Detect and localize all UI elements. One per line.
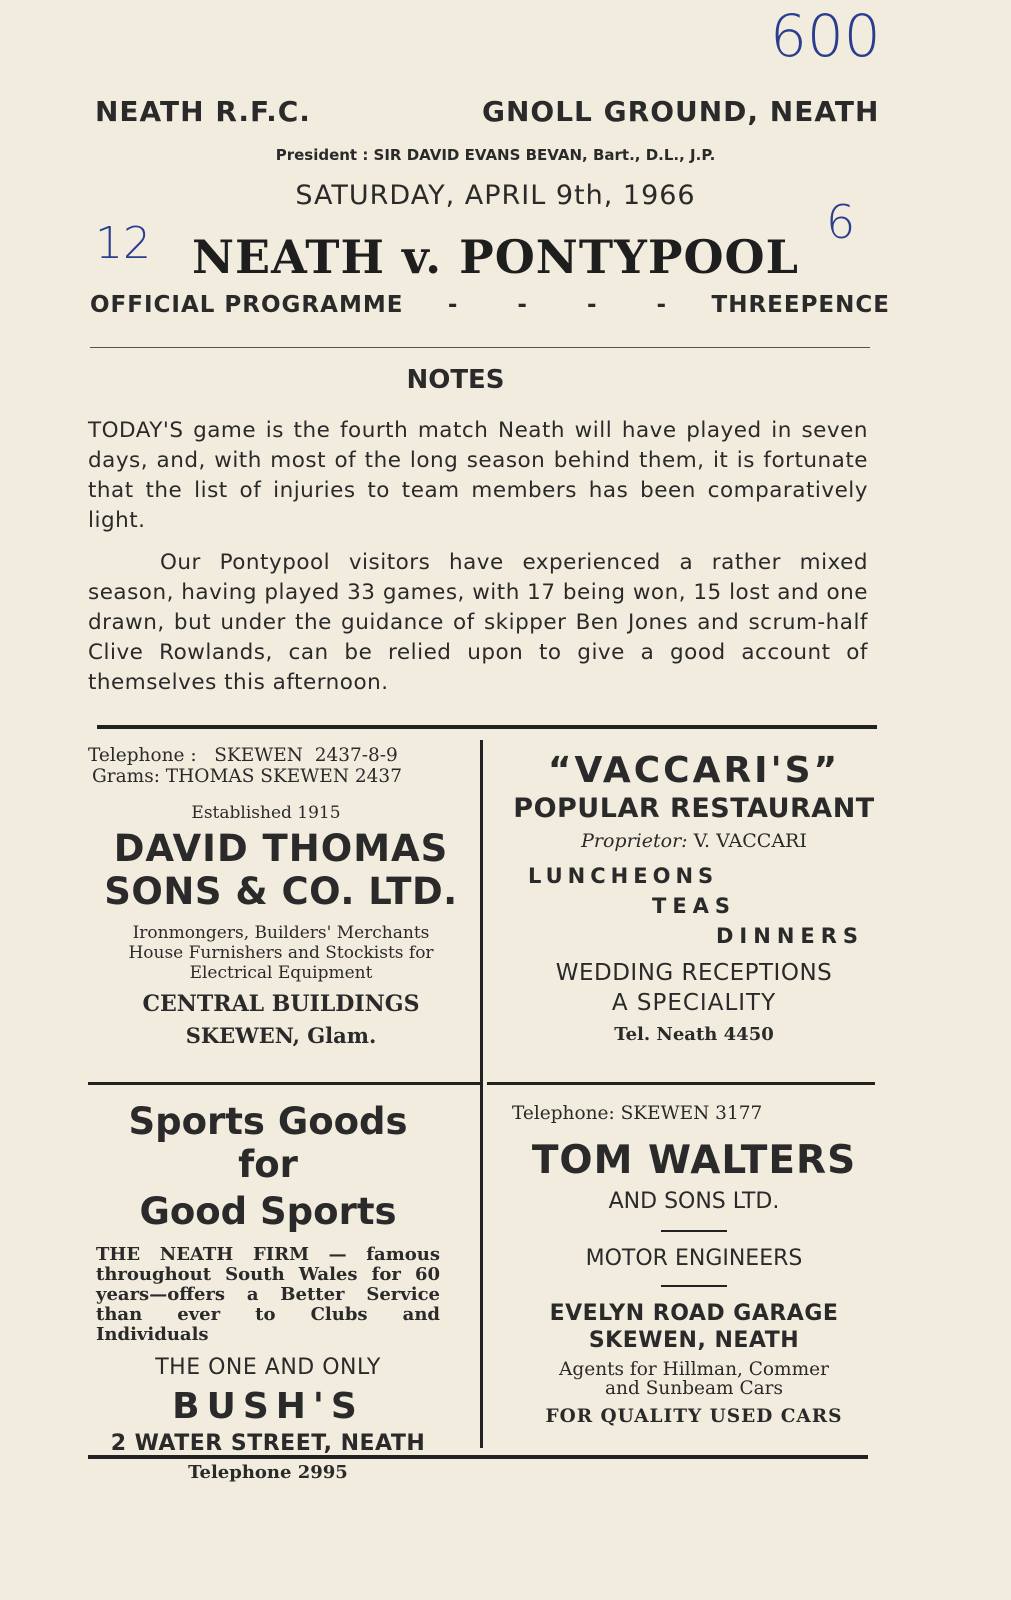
- vaccari-wedding-2: A SPECIALITY: [611, 990, 777, 1016]
- walters-telephone: Telephone: SKEWEN 3177: [512, 1103, 763, 1124]
- walters-garage-1: EVELYN ROAD GARAGE: [549, 1301, 839, 1326]
- programme-dashes: - - - -: [447, 292, 668, 318]
- bush-headline-1: Sports Goods for: [128, 1100, 408, 1186]
- president-line: President : SIR DAVID EVANS BEVAN, Bart., D.L., J.P.: [275, 146, 716, 164]
- walters-name: TOM WALTERS: [531, 1138, 857, 1183]
- vaccari-name: “VACCARI'S”: [547, 750, 841, 791]
- club-name: NEATH R.F.C.: [95, 95, 311, 128]
- vaccari-telephone: Tel. Neath 4450: [614, 1024, 774, 1045]
- thomas-desc-1: Ironmongers, Builders' Merchants: [132, 923, 430, 943]
- vaccari-proprietor-name: V. VACCARI: [693, 830, 807, 852]
- bush-body: THE NEATH FIRM — famous throughout South Wales for 60 years—offers a Better Service than ever to Clubs and Individuals: [96, 1244, 440, 1345]
- bush-telephone: Telephone 2995: [188, 1462, 348, 1483]
- ad-david-thomas: [88, 745, 474, 1048]
- bush-address: 2 WATER STREET, NEATH: [110, 1431, 426, 1456]
- walters-subtitle: AND SONS LTD.: [608, 1189, 780, 1214]
- ads-vertical-rule: [480, 740, 483, 1448]
- thomas-name-2: SONS & CO. LTD.: [104, 870, 458, 913]
- thomas-established: Established 1915: [191, 803, 341, 823]
- walters-garage-2: SKEWEN, NEATH: [588, 1328, 800, 1353]
- notes-heading: NOTES: [406, 365, 505, 395]
- vaccari-subtitle: POPULAR RESTAURANT: [513, 793, 875, 824]
- ad-bushs: [96, 1100, 440, 1483]
- walters-trade: MOTOR ENGINEERS: [585, 1246, 803, 1271]
- programme-price: THREEPENCE: [711, 292, 890, 318]
- walters-agents-1: Agents for Hillman, Commer: [559, 1359, 829, 1380]
- handwritten-away-score: 6: [826, 195, 856, 249]
- vaccari-wedding-1: WEDDING RECEPTIONS: [555, 960, 833, 986]
- header-divider: [90, 347, 870, 348]
- thomas-desc-2: House Furnishers and Stockists for: [128, 943, 434, 963]
- vaccari-teas: TEAS: [652, 894, 737, 918]
- match-date: SATURDAY, APRIL 9th, 1966: [295, 180, 696, 211]
- walters-agents-2: and Sunbeam Cars: [605, 1378, 783, 1399]
- ads-middle-rule-right: [487, 1082, 875, 1085]
- programme-label: OFFICIAL PROGRAMME: [90, 292, 404, 318]
- ads-top-rule: [97, 725, 877, 729]
- vaccari-luncheons: LUNCHEONS: [528, 864, 719, 888]
- ad-vaccaris: [494, 750, 894, 1045]
- handwritten-home-score: 12: [95, 218, 151, 269]
- match-title: NEATH v. PONTYPOOL: [192, 230, 799, 284]
- thomas-grams: Grams: THOMAS SKEWEN 2437: [92, 766, 402, 787]
- notes-paragraph-1: TODAY'S game is the fourth match Neath will have played in seven days, and, with most of the long season behind them, it is fortunate that the list of injuries to team members has been comparatively light.: [88, 418, 868, 533]
- handwritten-total: 600: [770, 2, 881, 70]
- ground-name: GNOLL GROUND, NEATH: [482, 95, 880, 128]
- thomas-desc-3: Electrical Equipment: [189, 963, 373, 983]
- thomas-telephone: Telephone : SKEWEN 2437-8-9: [88, 745, 398, 766]
- thomas-address-2: SKEWEN, Glam.: [185, 1023, 377, 1048]
- bush-headline-2: Good Sports: [139, 1190, 397, 1233]
- thomas-name-1: DAVID THOMAS: [113, 827, 449, 870]
- vaccari-proprietor-label: Proprietor:: [581, 830, 688, 852]
- walters-footer: FOR QUALITY USED CARS: [545, 1406, 843, 1427]
- walters-divider-1: [661, 1230, 727, 1232]
- programme-line: [90, 292, 890, 318]
- bush-tagline: THE ONE AND ONLY: [155, 1355, 381, 1380]
- ads-middle-rule-left: [88, 1082, 480, 1085]
- thomas-description: [88, 923, 474, 983]
- bush-name: BUSH'S: [172, 1386, 364, 1427]
- thomas-address-1: CENTRAL BUILDINGS: [142, 991, 420, 1017]
- walters-divider-2: [661, 1285, 727, 1287]
- vaccari-proprietor: [494, 830, 894, 852]
- ad-tom-walters: [500, 1103, 888, 1427]
- vaccari-dinners: DINNERS: [716, 924, 865, 948]
- notes-paragraph-2: Our Pontypool visitors have experienced a rather mixed season, having played 33 games, with 17 being won, 15 lost and one drawn, but under the guidance of skipper Ben Jones and scrum-half Clive Rowlands, can be relied upon to give a good account of themselves this afternoon.: [88, 550, 868, 695]
